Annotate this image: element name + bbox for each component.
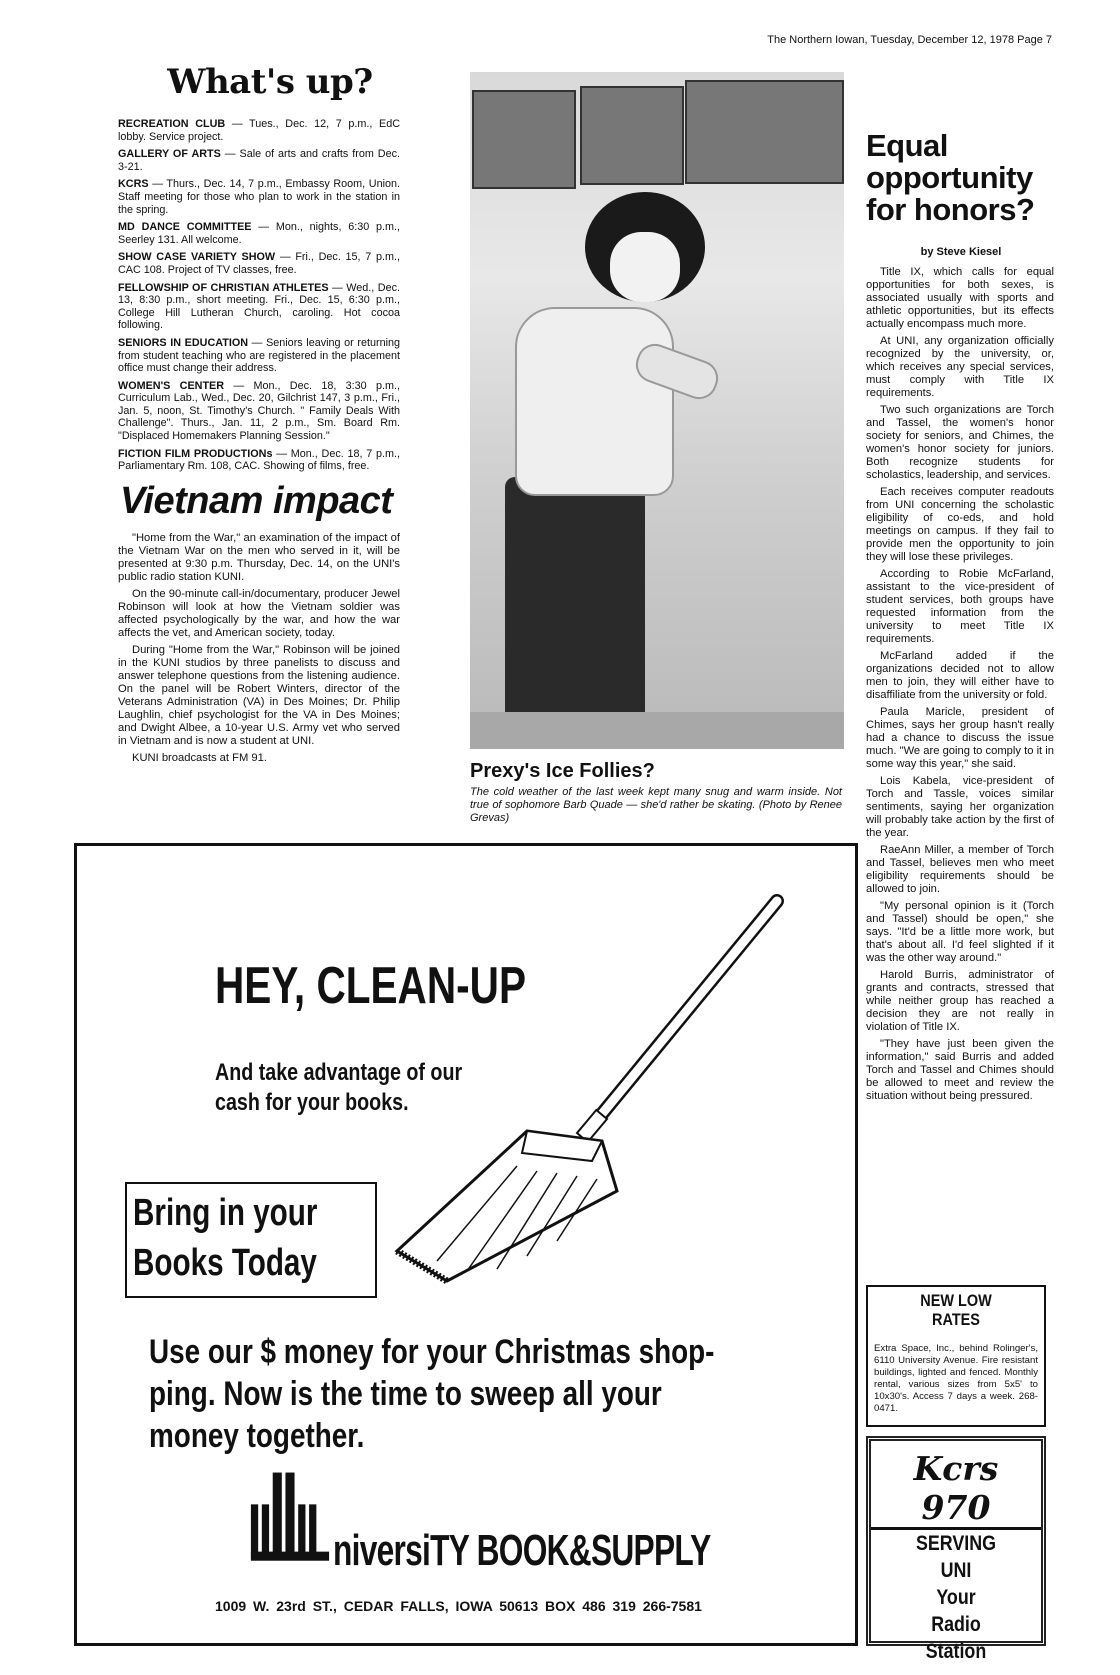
article-paragraph: Title IX, which calls for equal opportunities for both sexes, is associated usually with sports and athletic opportunities, but its effects actually encompass much more.	[866, 266, 1054, 330]
rates-title-line: RATES	[932, 1310, 980, 1329]
title-line: for honors?	[866, 192, 1035, 227]
university-logo-icon	[245, 1468, 335, 1568]
kcrs-line: Station	[925, 1640, 987, 1663]
article-paragraph: Two such organizations are Torch and Tassel, the women's honor society for seniors, and Chimes, the women's honor society for juniors. Both recognize students for scholastics, leadership, and services.	[866, 404, 1054, 481]
article-paragraph: RaeAnn Miller, a member of Torch and Tassel, believes men who meet eligibility requirements should be allowed to join.	[866, 844, 1054, 895]
skater-legs	[505, 477, 645, 737]
kcrs-line: Your	[936, 1586, 976, 1609]
ad-body-line: Use our $ money for your Christmas shop-	[149, 1333, 715, 1371]
photo-caption: The cold weather of the last week kept many snug and warm inside. Not true of sophomore Barb Quade — she'd rather be skating. (Photo by Renee Grevas)	[470, 786, 842, 824]
article-paragraph: "They have just been given the information," said Burris and added Torch and Tassel and Chimes should be allowed to meet and review the situation without being pressured.	[866, 1038, 1054, 1102]
article-paragraph: During "Home from the War," Robinson will be joined in the KUNI studios by three panelists to discuss and answer telephone questions from the listening audience. On the panel will be Robert Winters, director of the Veterans Administration (VA) in Des Moines; Dr. Philip Laughlin, chief psychologist for the VA in Des Moines; and Dwight Albee, a 10-year U.S. Army vet who served in Vietnam and is now a student at UNI.	[118, 644, 400, 747]
article-paragraph: At UNI, any organization officially recognized by the university, or, which receives any special services, must comply with Title IX requirements.	[866, 335, 1054, 399]
whats-up-title: What's up?	[167, 62, 373, 102]
article-paragraph: According to Robie McFarland, assistant to the vice-president of student services, both groups have requested information from the university to meet Title IX requirements.	[866, 568, 1054, 645]
article-paragraph: "My personal opinion is it (Torch and Tassel) should be open," she says. "It'd be a little more work, but that's about all. I'd feel slighted if it was the other way around."	[866, 900, 1054, 964]
broom-icon	[377, 891, 797, 1311]
ad-headline: HEY, CLEAN-UP	[215, 957, 527, 1015]
kcrs-line: SERVING	[915, 1532, 997, 1555]
rates-title-line: NEW LOW	[920, 1291, 992, 1310]
title-line: opportunity	[866, 160, 1033, 195]
equal-title	[866, 130, 1056, 226]
article-paragraph: KUNI broadcasts at FM 91.	[132, 752, 267, 764]
event-item: SENIORS IN EDUCATION — Seniors leaving or returning from student teaching who are registered in the placement office must change their address.	[118, 336, 400, 375]
new-low-rates-ad	[866, 1285, 1046, 1427]
event-item: KCRS — Thurs., Dec. 14, 7 p.m., Embassy Room, Union. Staff meeting for those who plan to work in the station in the spring.	[118, 178, 400, 216]
photo-caption-title: Prexy's Ice Follies?	[470, 760, 655, 782]
store-logo-text: niversiTY BOOK&SUPPLY	[333, 1526, 711, 1575]
article-paragraph: On the 90-minute call-in/documentary, producer Jewel Robinson will look at how the Vietnam soldier was affected psychologically by the war, and how the war affects the vet, and American society, today.	[118, 588, 400, 639]
byline: by Steve Kiesel	[920, 246, 1002, 258]
event-item: WOMEN'S CENTER — Mon., Dec. 18, 3:30 p.m., Curriculum Lab., Wed., Dec. 20, Gilchrist 147, 3 p.m., Fri., Jan. 5, noon, St. Timothy's Church. " Family Deals With Challenge". Thurs., Jan. 11, 2 p.m., Sm. Board Rm. "Displaced Homemakers Planning Session."	[118, 379, 400, 443]
ad-sub-line: And take advantage of our	[215, 1059, 463, 1086]
ad-body-line: money together.	[149, 1417, 365, 1455]
ad-body-line: ping. Now is the time to sweep all your	[149, 1375, 662, 1413]
vietnam-title: Vietnam impact	[120, 480, 393, 522]
rates-body: Extra Space, Inc., behind Rolinger's, 6110 University Avenue. Fire resistant buildings, lighted and fenced. Monthly rental, various sizes from 5x5' to 10x30's. Access 7 days a week. 268-0471.	[874, 1343, 1038, 1414]
ice-surface	[470, 712, 844, 749]
page-header: The Northern Iowan, Tuesday, December 12, 1978 Page 7	[767, 34, 1052, 46]
event-item: SHOW CASE VARIETY SHOW — Fri., Dec. 15, 7 p.m., CAC 108. Project of TV classes, free.	[118, 251, 400, 276]
vietnam-article	[118, 532, 400, 769]
ad-body	[149, 1331, 714, 1457]
kcrs-line: Radio	[931, 1613, 981, 1636]
event-item: FELLOWSHIP OF CHRISTIAN ATHLETES — Wed., Dec. 13, 8:30 p.m., short meeting. Fri., Dec. 15, 6:30 p.m., College Hill Lutheran Church, caroling. Hot cocoa following.	[118, 281, 400, 332]
equal-article	[866, 266, 1054, 1107]
event-item: RECREATION CLUB — Tues., Dec. 12, 7 p.m., EdC lobby. Service project.	[118, 118, 400, 143]
article-paragraph: Paula Maricle, president of Chimes, says her group hasn't really had a chance to discuss the issue much. "We are going to comply to it in some way this year," she said.	[866, 706, 1054, 770]
skater-coat	[515, 307, 674, 496]
skater-face	[610, 232, 680, 302]
bring-line: Bring in your	[133, 1192, 318, 1234]
bring-books-box	[125, 1182, 377, 1298]
event-item: MD DANCE COMMITTEE — Mon., nights, 6:30 p.m., Seerley 131. All welcome.	[118, 221, 400, 246]
truck-shape	[580, 86, 684, 185]
article-paragraph: "Home from the War," an examination of the impact of the Vietnam War on the men who served in it, will be presented at 9:30 p.m. Thursday, Dec. 14, on the UNI's public radio station KUNI.	[118, 532, 400, 583]
event-item: FICTION FILM PRODUCTIONs — Mon., Dec. 18, 7 p.m., Parliamentary Rm. 108, CAC. Showing of films, free.	[118, 447, 401, 473]
bookstore-ad	[74, 843, 858, 1646]
article-paragraph: Harold Burris, administrator of grants and contracts, stressed that while neither group has reached a decision they are not really in violation of Title IX.	[866, 969, 1054, 1033]
kcrs-line: UNI	[940, 1559, 972, 1582]
title-line: Equal	[866, 128, 948, 163]
truck-shape	[472, 90, 576, 189]
article-paragraph: Each receives computer readouts from UNI concerning the scholastic eligibility of co-eds, and hold meetings on campus. If they fail to provide men the opportunity to join they will lose these privileges.	[866, 486, 1054, 563]
truck-shape	[685, 80, 844, 184]
rates-title	[881, 1291, 1031, 1329]
ad-sub-line: cash for your books.	[215, 1089, 409, 1116]
store-address: 1009 W. 23rd ST., CEDAR FALLS, IOWA 50613 BOX 486 319 266-7581	[215, 1598, 702, 1614]
kcrs-ad	[866, 1436, 1046, 1663]
skater-photo	[470, 72, 844, 749]
kcrs-logo: Kcrs 970	[871, 1449, 1041, 1530]
article-paragraph: Lois Kabela, vice-president of Torch and Tassle, voices similar sentiments, saying her organization will probably take action by the first of the year.	[866, 775, 1054, 839]
event-item: GALLERY OF ARTS — Sale of arts and crafts from Dec. 3-21.	[118, 148, 400, 173]
bring-line: Books Today	[133, 1242, 317, 1284]
article-paragraph: McFarland added if the organizations decided not to allow men to join, they will either have to disaffiliate from the university or fold.	[866, 650, 1054, 701]
events-list	[118, 118, 400, 478]
